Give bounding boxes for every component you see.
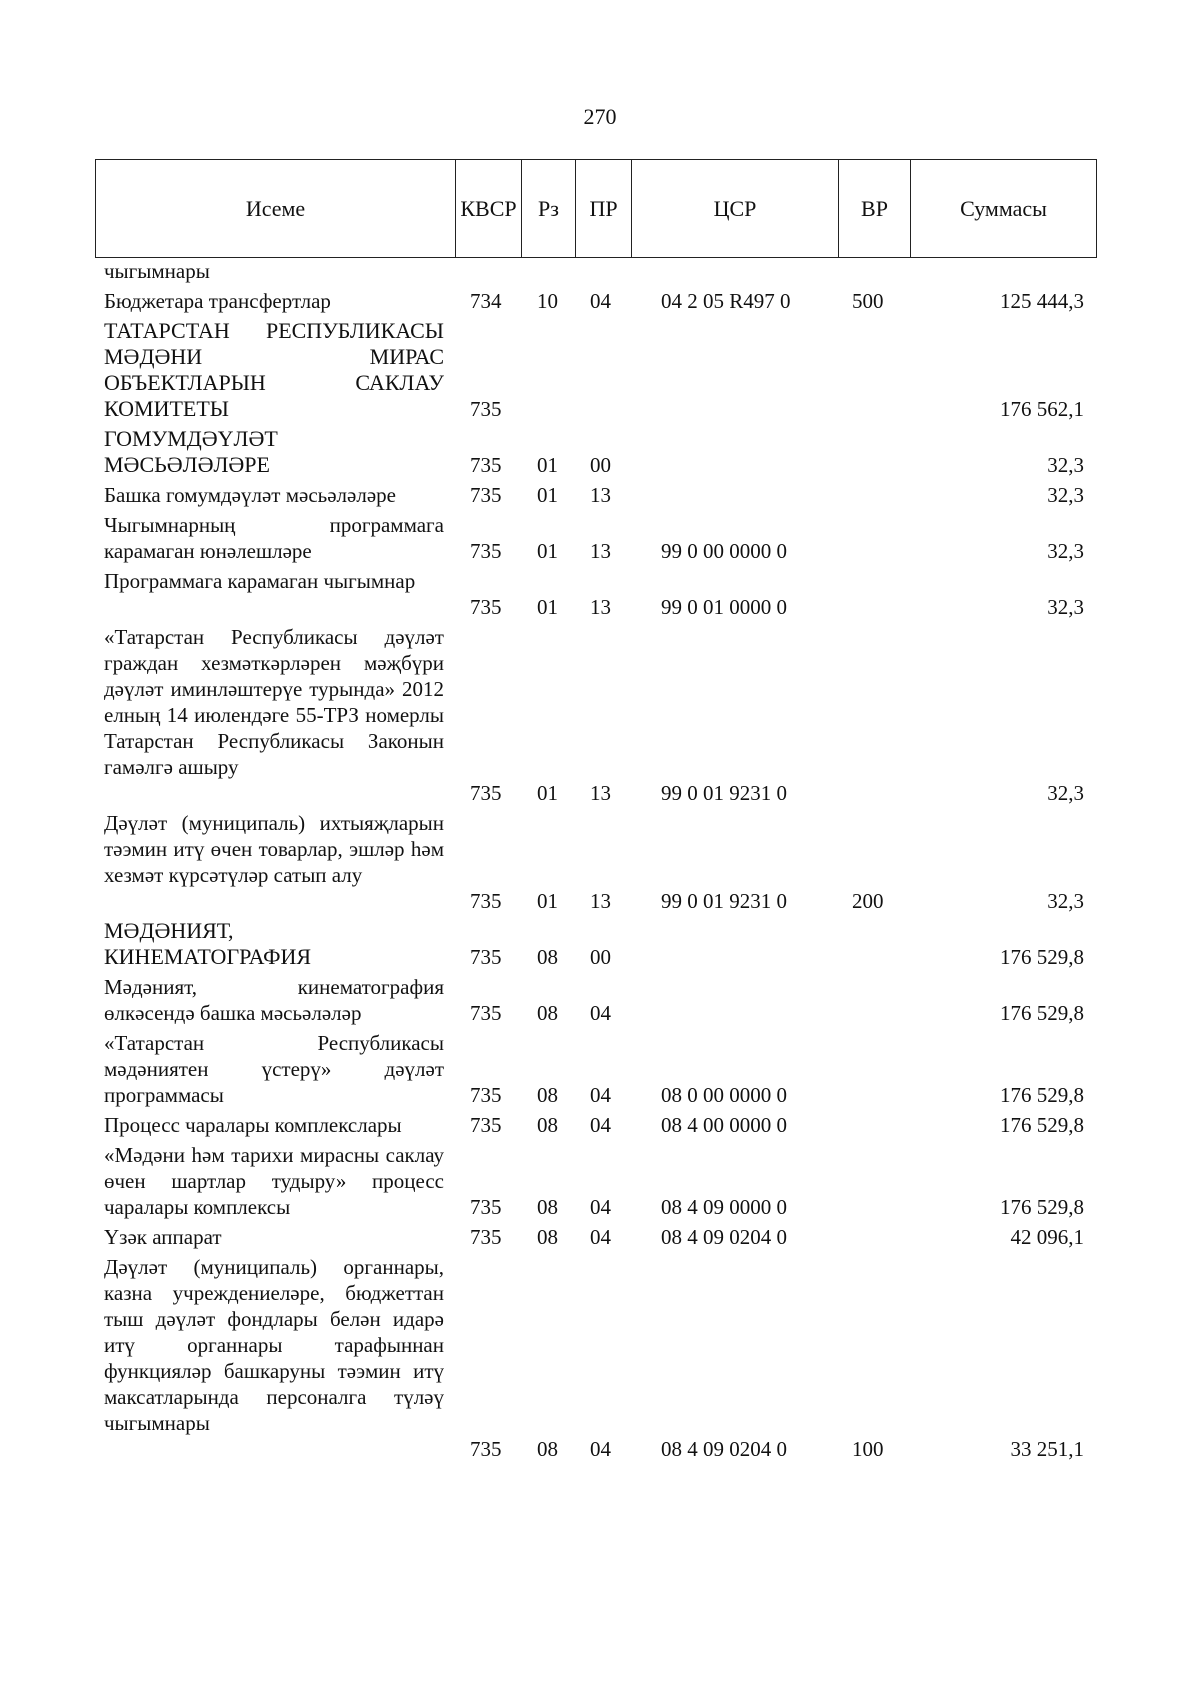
- row-name: ГОМУМДӘҮЛӘТ МӘСЬӘЛӘЛӘРЕ: [104, 426, 278, 477]
- table-row: [0, 810, 1200, 914]
- row-sum: 176 562,1: [1000, 397, 1084, 421]
- row-kvsr: 735: [470, 397, 502, 421]
- row-name: Программага карамаган чыгымнар: [104, 569, 416, 593]
- row-name: «Мәдәни һәм тарихи мирасны саклау өчен шартлар тудыру» процесс чаралары комплексы: [104, 1143, 444, 1219]
- row-sum: 176 529,8: [1000, 1083, 1084, 1107]
- row-pr: 13: [590, 595, 611, 619]
- row-rz: 01: [537, 595, 558, 619]
- row-csr: 04 2 05 R497 0: [661, 289, 791, 313]
- row-name: Үзәк аппарат: [104, 1225, 222, 1249]
- row-rz: 08: [537, 945, 558, 969]
- row-csr: 99 0 01 9231 0: [661, 889, 787, 913]
- row-rz: 08: [537, 1195, 558, 1219]
- row-sum: 32,3: [1047, 539, 1084, 563]
- header-name: Исеме: [96, 160, 456, 257]
- row-kvsr: 734: [470, 289, 502, 313]
- row-kvsr: 735: [470, 1225, 502, 1249]
- row-kvsr: 735: [470, 945, 502, 969]
- row-pr: 00: [590, 945, 611, 969]
- row-csr: 08 4 09 0204 0: [661, 1225, 787, 1249]
- row-name: чыгымнары: [104, 259, 210, 283]
- row-name: Дәүләт (муниципаль) органнары, казна учреждениеләре, бюджеттан тыш дәүләт фондлары белән идарә итү органнары тарафыннан функцияләр башкаруны тәэмин итү максатларында персоналга түләү чыгымнары: [104, 1255, 444, 1435]
- row-sum: 176 529,8: [1000, 1001, 1084, 1025]
- header-csr: ЦСР: [632, 160, 839, 257]
- row-kvsr: 735: [470, 483, 502, 507]
- row-pr: 13: [590, 889, 611, 913]
- row-pr: 13: [590, 539, 611, 563]
- row-vr: 100: [852, 1437, 884, 1461]
- row-csr: 99 0 01 0000 0: [661, 595, 787, 619]
- row-sum: 32,3: [1047, 889, 1084, 913]
- row-kvsr: 735: [470, 595, 502, 619]
- table-row: [0, 1254, 1200, 1462]
- row-vr: 200: [852, 889, 884, 913]
- row-rz: 10: [537, 289, 558, 313]
- header-vr: ВР: [839, 160, 911, 257]
- row-csr: 08 4 00 0000 0: [661, 1113, 787, 1137]
- row-name: Процесс чаралары комплекслары: [104, 1113, 402, 1137]
- row-pr: 04: [590, 1437, 611, 1461]
- table-row: [0, 512, 1200, 564]
- row-vr: 500: [852, 289, 884, 313]
- header-sum: Суммасы: [960, 195, 1047, 221]
- table-body: [0, 258, 1200, 1466]
- row-pr: 04: [590, 1225, 611, 1249]
- row-sum: 32,3: [1047, 595, 1084, 619]
- table-row: [0, 918, 1200, 970]
- row-sum: 33 251,1: [1010, 1437, 1084, 1461]
- row-sum: 176 529,8: [1000, 1113, 1084, 1137]
- table-row: [0, 258, 1200, 284]
- row-name: «Татарстан Республикасы дәүләт граждан хезмәткәрләрен мәҗбүри дәүләт иминләштерүе турында» 2012 елның 14 июлендәге 55-ТРЗ номерлы Татарстан Республикасы Законын гамәлгә ашыру: [104, 625, 444, 779]
- table-row: [0, 624, 1200, 806]
- table-header: [95, 159, 1097, 258]
- row-pr: 13: [590, 483, 611, 507]
- row-csr: 08 0 00 0000 0: [661, 1083, 787, 1107]
- row-name: «Татарстан Республикасы мәдәниятен үстерү» дәүләт программасы: [104, 1031, 444, 1107]
- row-sum: 32,3: [1047, 781, 1084, 805]
- row-pr: 04: [590, 289, 611, 313]
- header-kvsr: КВСР: [456, 160, 522, 257]
- table-row: [0, 1030, 1200, 1108]
- row-sum: 176 529,8: [1000, 945, 1084, 969]
- row-sum: 125 444,3: [1000, 289, 1084, 313]
- row-name: Бюджетара трансфертлар: [104, 289, 331, 313]
- row-rz: 01: [537, 781, 558, 805]
- row-kvsr: 735: [470, 453, 502, 477]
- row-name: Дәүләт (муниципаль) ихтыяҗларын тәэмин итү өчен товарлар, эшләр һәм хезмәт күрсәтүләр сатып алу: [104, 811, 444, 887]
- row-rz: 08: [537, 1083, 558, 1107]
- row-pr: 04: [590, 1001, 611, 1025]
- table-row: [0, 974, 1200, 1026]
- row-rz: 01: [537, 453, 558, 477]
- table-row: [0, 568, 1200, 620]
- row-rz: 08: [537, 1437, 558, 1461]
- row-kvsr: 735: [470, 1113, 502, 1137]
- table-row: [0, 482, 1200, 508]
- row-kvsr: 735: [470, 889, 502, 913]
- row-rz: 01: [537, 483, 558, 507]
- table-row: [0, 288, 1200, 314]
- row-name: Башка гомумдәүләт мәсьәләләре: [104, 483, 396, 507]
- row-pr: 04: [590, 1195, 611, 1219]
- row-sum: 32,3: [1047, 453, 1084, 477]
- row-rz: 01: [537, 539, 558, 563]
- row-name: Чыгымнарның программага карамаган юнәлешләре: [104, 513, 444, 563]
- row-csr: 99 0 00 0000 0: [661, 539, 787, 563]
- row-kvsr: 735: [470, 539, 502, 563]
- row-sum: 42 096,1: [1010, 1225, 1084, 1249]
- header-pr: ПР: [576, 160, 632, 257]
- page-number: 270: [583, 104, 617, 129]
- table-row: [0, 318, 1200, 422]
- table-row: [0, 1142, 1200, 1220]
- row-pr: 04: [590, 1113, 611, 1137]
- row-pr: 04: [590, 1083, 611, 1107]
- row-name: МӘДӘНИЯТ, КИНЕМАТОГРАФИЯ: [104, 918, 312, 969]
- row-kvsr: 735: [470, 781, 502, 805]
- row-rz: 08: [537, 1225, 558, 1249]
- row-sum: 32,3: [1047, 483, 1084, 507]
- table-row: [0, 1224, 1200, 1250]
- row-pr: 13: [590, 781, 611, 805]
- row-csr: 08 4 09 0000 0: [661, 1195, 787, 1219]
- row-pr: 00: [590, 453, 611, 477]
- row-csr: 99 0 01 9231 0: [661, 781, 787, 805]
- row-name: ТАТАРСТАН РЕСПУБЛИКАСЫ МӘДӘНИ МИРАС ОБЪЕКТЛАРЫН САКЛАУ КОМИТЕТЫ: [104, 318, 444, 421]
- header-rz: Рз: [522, 160, 576, 257]
- row-kvsr: 735: [470, 1195, 502, 1219]
- row-name: Мәдәният, кинематография өлкәсендә башка мәсьәләләр: [104, 975, 444, 1025]
- row-kvsr: 735: [470, 1083, 502, 1107]
- row-rz: 08: [537, 1113, 558, 1137]
- row-csr: 08 4 09 0204 0: [661, 1437, 787, 1461]
- table-row: [0, 1112, 1200, 1138]
- row-sum: 176 529,8: [1000, 1195, 1084, 1219]
- row-rz: 08: [537, 1001, 558, 1025]
- table-row: [0, 426, 1200, 478]
- row-kvsr: 735: [470, 1001, 502, 1025]
- row-rz: 01: [537, 889, 558, 913]
- row-kvsr: 735: [470, 1437, 502, 1461]
